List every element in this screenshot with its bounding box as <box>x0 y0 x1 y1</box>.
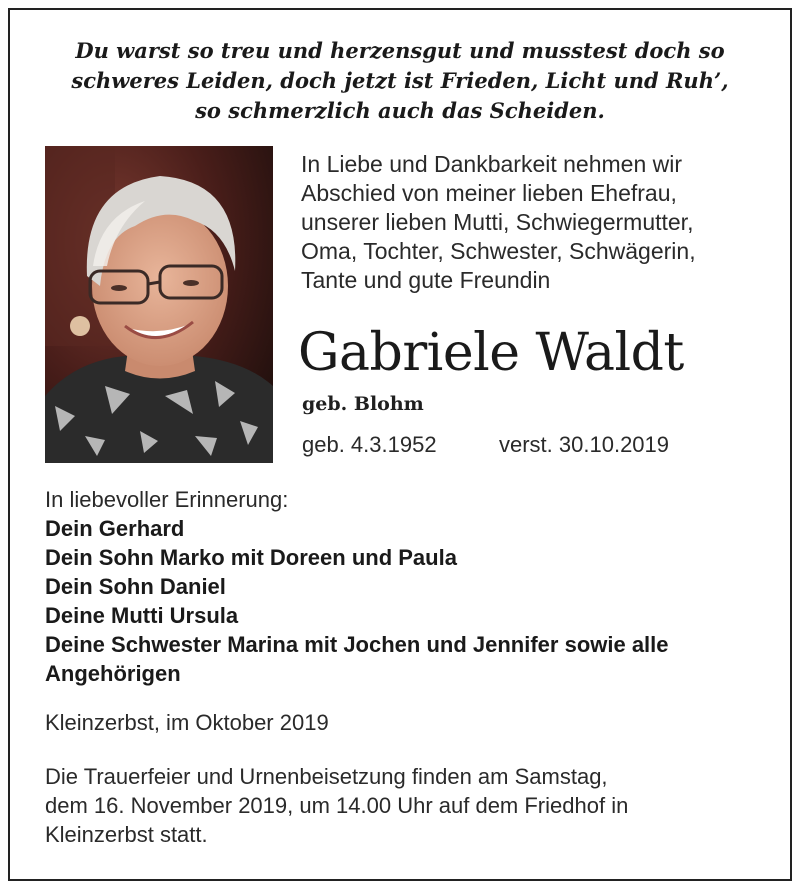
family-member: Dein Sohn Marko mit Doreen und Paula <box>45 545 457 570</box>
memory-heading: In liebevoller Erinnerung: <box>45 487 289 512</box>
poem-line: Du warst so treu und herzensgut und musstest doch so <box>75 38 725 63</box>
family-member: Dein Gerhard <box>45 516 185 541</box>
portrait-photo <box>45 146 273 463</box>
life-dates <box>302 432 670 458</box>
maiden-name: geb. Blohm <box>302 393 424 415</box>
service-line: dem 16. November 2019, um 14.00 Uhr auf dem Friedhof in <box>45 793 629 818</box>
family-member: Deine Mutti Ursula <box>45 603 239 628</box>
intro-text <box>301 150 761 295</box>
birth-date: geb. 4.3.1952 <box>302 432 437 457</box>
intro-line: Tante und gute Freundin <box>301 267 551 293</box>
intro-line: unserer lieben Mutti, Schwiegermutter, <box>301 209 694 235</box>
service-line: Die Trauerfeier und Urnenbeisetzung finden am Samstag, <box>45 764 608 789</box>
poem-line: so schmerzlich auch das Scheiden. <box>195 98 605 123</box>
memory-section <box>45 485 755 688</box>
intro-line: Abschied von meiner lieben Ehefrau, <box>301 180 677 206</box>
family-member: Dein Sohn Daniel <box>45 574 226 599</box>
poem-line: schweres Leiden, doch jetzt ist Frieden, Licht und Ruh’, <box>71 68 729 93</box>
service-line: Kleinzerbst statt. <box>45 822 208 847</box>
intro-line: Oma, Tochter, Schwester, Schwägerin, <box>301 238 696 264</box>
service-info <box>45 762 755 849</box>
death-date: verst. 30.10.2019 <box>499 432 670 457</box>
place-date: Kleinzerbst, im Oktober 2019 <box>45 710 329 735</box>
deceased-name: Gabriele Waldt <box>298 323 684 383</box>
family-member: Deine Schwester Marina mit Jochen und Jennifer sowie alle Angehörigen <box>45 632 669 686</box>
family-list <box>45 514 755 688</box>
intro-line: In Liebe und Dankbarkeit nehmen wir <box>301 151 683 177</box>
poem <box>0 36 800 126</box>
